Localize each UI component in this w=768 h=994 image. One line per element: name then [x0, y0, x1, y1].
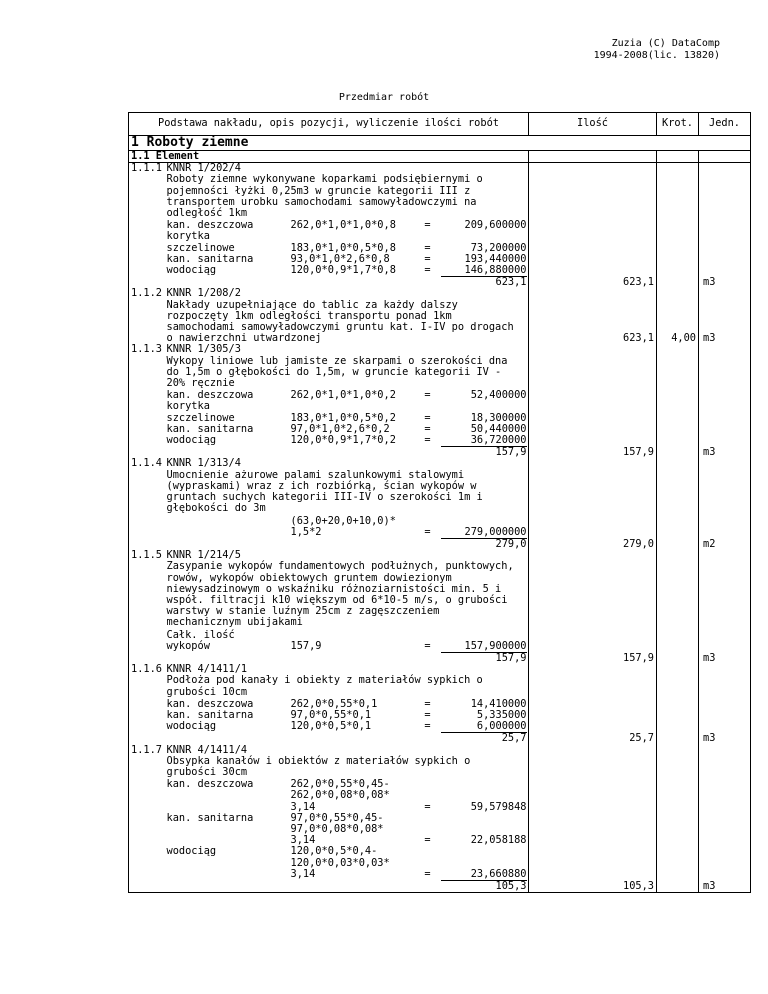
item-unit: m3: [699, 745, 751, 893]
item-number: 1.1.4: [129, 458, 165, 550]
calc-value: 209,600000: [464, 219, 527, 232]
calc-label: szczelinowe: [166, 411, 235, 424]
calc-expression: 93,0*1,0*2,6*0,8: [290, 252, 390, 265]
calc-label: Całk. ilość: [166, 628, 235, 641]
calc-equals: [415, 790, 441, 801]
item-quantity: 623,1: [529, 163, 657, 289]
item-unit: m3: [699, 288, 751, 344]
calc-label: [167, 858, 291, 869]
item-sum: 105,3: [495, 880, 527, 892]
calc-label: kan. deszczowa: [166, 697, 254, 710]
item-calculation: [167, 699, 527, 745]
calc-value: 18,300000: [470, 411, 527, 424]
calc-value: [441, 790, 527, 801]
calc-label: kan. deszczowa: [166, 219, 254, 232]
calc-equals: =: [424, 834, 431, 847]
item-quantity: 279,0: [529, 458, 657, 550]
item-description-cell: [165, 745, 529, 893]
calc-equals: =: [424, 697, 431, 710]
item-number: 1.1.3: [129, 344, 165, 458]
item-code: KNNR 1/202/4: [166, 162, 241, 175]
calc-value: 73,200000: [470, 241, 527, 254]
calc-equals: =: [424, 241, 431, 254]
table-row: [129, 745, 751, 893]
calc-line: [167, 435, 527, 447]
calc-label: wodociąg: [166, 720, 217, 733]
calc-line: [167, 869, 527, 881]
calc-value: 6,000000: [441, 721, 527, 733]
calc-label: wykopów: [166, 639, 210, 652]
calc-equals: =: [424, 389, 431, 402]
calc-label: szczelinowe: [166, 241, 235, 254]
item-number: 1.1.6: [129, 664, 165, 744]
item-code: KNNR 1/313/4: [166, 457, 241, 470]
calc-expression: 1,5*2: [290, 525, 322, 538]
calc-expression: 97,0*0,55*0,45-: [290, 811, 384, 824]
calc-value: [441, 401, 527, 412]
item-calculation: [167, 516, 527, 551]
item-unit: m2: [699, 458, 751, 550]
item-sum: 157,9: [495, 446, 527, 459]
calc-value: [441, 231, 527, 242]
document-title: Przedmiar robót: [338, 92, 430, 103]
calc-expression: 183,0*1,0*0,5*0,2: [290, 411, 396, 424]
table-row: [129, 664, 751, 744]
calc-value: 14,410000: [470, 697, 527, 710]
calc-line: [167, 231, 527, 242]
calc-equals: =: [424, 800, 431, 813]
calc-expression: 120,0*0,5*0,4-: [290, 845, 378, 858]
calc-value: 59,579848: [470, 800, 527, 813]
program-license: 1994-2008(lic. 13820): [593, 50, 720, 61]
item-calculation: [167, 220, 527, 288]
calc-value: 50,440000: [470, 422, 527, 435]
calc-equals: =: [424, 252, 431, 265]
calc-label: kan. sanitarna: [166, 708, 254, 721]
col-header-quantity: Ilość: [529, 113, 657, 136]
calc-expression: 120,0*0,5*0,1: [290, 720, 372, 733]
item-quantity: 105,3: [529, 745, 657, 893]
item-number: 1.1.5: [129, 550, 165, 664]
calc-value: 146,880000: [441, 265, 527, 277]
calc-equals: =: [424, 867, 431, 880]
calc-expression: 3,14: [290, 867, 316, 880]
item-code: KNNR 1/208/2: [166, 287, 241, 300]
item-description: Obsypka kanałów i obiektów z materiałów sypkich o grubości 30cm: [166, 754, 471, 778]
item-code: KNNR 4/1411/1: [166, 663, 248, 676]
calc-expression: 262,0*0,08*0,08*: [290, 789, 390, 802]
item-sum: 25,7: [501, 732, 527, 745]
calc-label: korytka: [166, 230, 210, 243]
item-calculation: [167, 630, 527, 665]
calc-equals: =: [424, 525, 431, 538]
calc-expression: 262,0*1,0*1,0*0,2: [290, 389, 396, 402]
calc-line: [167, 220, 527, 231]
calc-label: wodociąg: [166, 434, 217, 447]
calc-equals: =: [424, 219, 431, 232]
item-quantity: 157,9: [529, 550, 657, 664]
item-unit: m3: [699, 664, 751, 744]
bill-of-quantities-table: [128, 112, 751, 893]
item-number: 1.1.2: [129, 288, 165, 344]
table-row: [129, 344, 751, 458]
item-quantity: 157,9: [529, 344, 657, 458]
calc-line: [167, 641, 527, 653]
calc-expression: 120,0*0,03*0,03*: [290, 856, 390, 869]
calc-equals: [415, 231, 441, 242]
table-header-row: [129, 113, 751, 136]
calc-expression: 120,0*0,9*1,7*0,8: [290, 264, 396, 277]
item-description: Umocnienie ażurowe palami szalunkowymi stalowymi (wypraskami) wraz z ich rozbiórką, ścian wykopów w gruntach suchych kategorii III-IV o szerokości 1m i głębokości do 3m: [166, 468, 483, 515]
col-header-unit: Jedn.: [699, 113, 751, 136]
calc-line: [167, 401, 527, 412]
calc-equals: [415, 846, 441, 857]
calc-label: wodociąg: [166, 264, 217, 277]
calc-equals: [415, 813, 441, 824]
calc-label: [167, 527, 291, 539]
calc-expression: [291, 401, 415, 412]
item-sum: 279,0: [495, 537, 527, 550]
item-sum: 157,9: [495, 651, 527, 664]
calc-value: [441, 846, 527, 857]
calc-expression: 262,0*0,55*0,45-: [290, 778, 390, 791]
item-unit: m3: [699, 550, 751, 664]
item-code: KNNR 1/305/3: [166, 343, 241, 356]
table-row: [129, 550, 751, 664]
calc-label: [167, 516, 291, 527]
item-sum: 623,1: [495, 276, 527, 289]
calc-equals: [415, 401, 441, 412]
element-title: 1.1 Element: [129, 151, 529, 163]
calc-equals: =: [424, 708, 431, 721]
calc-equals: =: [424, 422, 431, 435]
item-description: Roboty ziemne wykonywane koparkami podsiębiernymi o pojemności łyżki 0,25m3 w gruncie kategorii III z transportem urobku samochodami samowyładowczymi na odległość 1km: [166, 173, 483, 220]
calc-line: [167, 265, 527, 277]
item-description-cell: [165, 344, 529, 458]
calc-value: 193,440000: [464, 252, 527, 265]
calc-expression: 97,0*1,0*2,6*0,2: [290, 422, 390, 435]
section-row: [129, 136, 751, 151]
calc-label: [167, 790, 291, 801]
item-description: Zasypanie wykopów fundamentowych podłużnych, punktowych, rowów, wykopów obiektowych gruntem dowiezionym niewysadzinowym o wskaźniku różnoziarnistości min. 5 i współ. filtracji k10 większym od 6*10-5 m/s, o grubości warstwy w stanie luźnym 25cm z zagęszczeniem mechanicznym ubijakami: [166, 560, 514, 629]
calc-expression: 157,9: [290, 639, 322, 652]
calc-label: wodociąg: [166, 845, 217, 858]
calc-expression: 120,0*0,9*1,7*0,2: [290, 434, 396, 447]
calc-label: kan. deszczowa: [166, 389, 254, 402]
calc-equals: =: [424, 434, 431, 447]
item-calculation: [167, 779, 527, 892]
item-description: Podłoża pod kanały i obiekty z materiałów sypkich o grubości 10cm: [166, 674, 483, 698]
calc-line: [167, 846, 527, 857]
item-description-cell: [165, 458, 529, 550]
item-quantity: 25,7: [529, 664, 657, 744]
calc-label: korytka: [166, 400, 210, 413]
item-code: KNNR 4/1411/4: [166, 743, 248, 756]
calc-value: 23,660880: [441, 869, 527, 881]
item-unit: m3: [699, 344, 751, 458]
calc-equals: =: [424, 411, 431, 424]
calc-expression: 183,0*1,0*0,5*0,8: [290, 241, 396, 254]
item-number: 1.1.7: [129, 745, 165, 893]
calc-equals: =: [424, 720, 431, 733]
item-description-cell: [165, 288, 529, 344]
calc-value: 22,058188: [470, 834, 527, 847]
item-description-cell: [165, 550, 529, 664]
calc-label: kan. sanitarna: [166, 252, 254, 265]
item-multiplier: [657, 664, 699, 744]
table-row: [129, 458, 751, 550]
item-description: Wykopy liniowe lub jamiste ze skarpami o szerokości dna do 1,5m o głębokości do 1,5m, w gruncie kategorii IV - 20% ręcznie: [166, 354, 508, 390]
calc-expression: 97,0*0,55*0,1: [290, 708, 372, 721]
item-code: KNNR 1/214/5: [166, 549, 241, 562]
calc-equals: [415, 779, 441, 790]
calc-line: [167, 790, 527, 801]
item-multiplier: [657, 550, 699, 664]
calc-expression: (63,0+20,0+10,0)*: [290, 514, 396, 527]
calc-label: kan. sanitarna: [166, 422, 254, 435]
calc-label: kan. deszczowa: [166, 778, 254, 791]
calc-value: [441, 779, 527, 790]
program-header: [594, 38, 720, 62]
calc-value: [441, 813, 527, 824]
item-number: 1.1.1: [129, 163, 165, 289]
col-header-description: Podstawa nakładu, opis pozycji, wyliczenie ilości robót: [129, 113, 529, 136]
calc-label: [167, 824, 291, 835]
calc-line: [167, 390, 527, 401]
item-multiplier: [657, 745, 699, 893]
item-description-cell: [165, 664, 529, 744]
item-description: Nakłady uzupełniające do tablic za każdy dalszy rozpoczęty 1km odległości transportu ponad 1km samochodami samowyładowczymi gruntu kat. I-IV po drogach o nawierzchni utwardzonej: [166, 298, 514, 345]
calc-value: 5,335000: [476, 708, 527, 721]
item-calculation: [167, 390, 527, 458]
item-unit: m3: [699, 163, 751, 289]
item-description-cell: [165, 163, 529, 289]
calc-label: [167, 869, 291, 881]
calc-expression: [291, 231, 415, 242]
calc-equals: =: [424, 639, 431, 652]
table-row: [129, 288, 751, 344]
item-multiplier: [657, 458, 699, 550]
item-multiplier: 4,00: [657, 288, 699, 344]
calc-expression: 97,0*0,08*0,08*: [290, 822, 384, 835]
element-row: [129, 151, 751, 163]
calc-value: 36,720000: [441, 435, 527, 447]
calc-value: 157,900000: [441, 641, 527, 653]
calc-expression: 3,14: [290, 834, 316, 847]
col-header-multiplier: Krot.: [657, 113, 699, 136]
calc-expression: 262,0*1,0*1,0*0,8: [290, 219, 396, 232]
program-name: Zuzia (C) DataComp: [611, 38, 720, 49]
calc-expression: 262,0*0,55*0,1: [290, 697, 378, 710]
item-multiplier: [657, 163, 699, 289]
calc-line: [167, 527, 527, 539]
calc-value: 279,000000: [441, 527, 527, 539]
calc-expression: 3,14: [290, 800, 316, 813]
calc-value: 52,400000: [470, 389, 527, 402]
calc-label: kan. sanitarna: [166, 811, 254, 824]
items-body: [129, 163, 751, 893]
table-row: [129, 163, 751, 289]
item-quantity: 623,1: [529, 288, 657, 344]
calc-equals: =: [424, 264, 431, 277]
item-multiplier: [657, 344, 699, 458]
section-title: 1 Roboty ziemne: [129, 136, 751, 151]
calc-line: [167, 721, 527, 733]
